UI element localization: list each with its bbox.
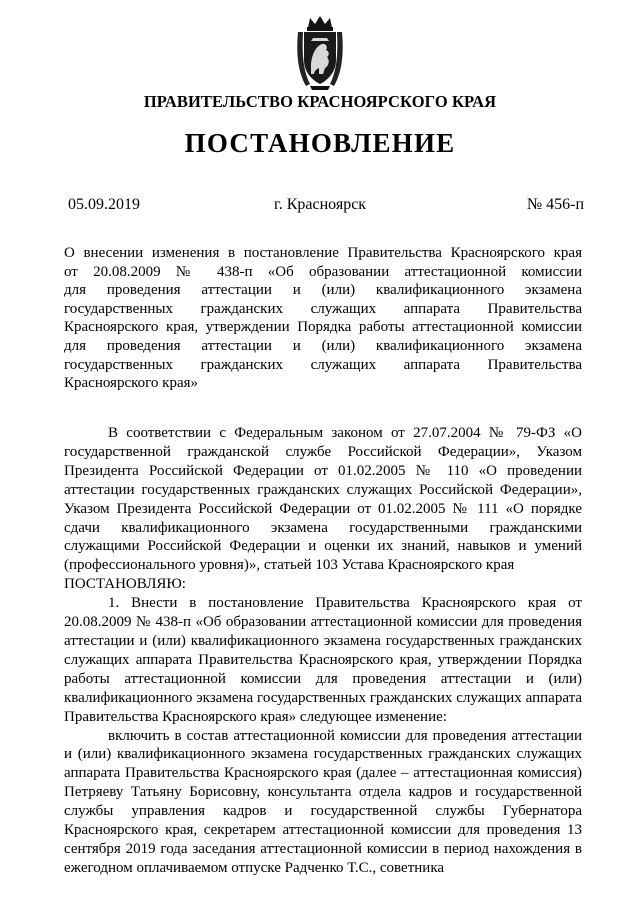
document-city: г. Красноярск xyxy=(273,196,367,213)
document-body xyxy=(64,424,582,878)
subject-line: от 20.08.2009 № 438-п «Об образовании аттестационной комиссии xyxy=(64,263,582,280)
document-subject xyxy=(64,244,582,393)
subject-line: О внесении изменения в постановление Правительства Красноярского края xyxy=(64,245,582,261)
document-type-title: ПОСТАНОВЛЕНИЕ xyxy=(184,128,456,158)
document-date: 05.09.2019 xyxy=(68,196,140,213)
subject-line: для проведения аттестации и (или) квалификационного экзамена xyxy=(64,337,582,354)
document-number: № 456-п xyxy=(526,196,584,213)
preamble-paragraph: В соответствии с Федеральным законом от 27.07.2004 № 79-ФЗ «О государственной гражданской службе Российской Федерации», Указом Президента Российской Федерации от 01.02.2005 № 110 «О проведении аттестации государственных гражданских служащих Российской Федерации», Указом Президента Российской Федерации от 01.02.2005 № 111 «О порядке сдачи квалификационного экзамена государственными гражданскими служащими Российской Федерации и оценки их знаний, навыков и умений (профессионального уровня)», статьей 103 Устава Красноярского края xyxy=(64,425,582,574)
subject-line: Красноярского края, утверждении Порядка работы аттестационной комиссии xyxy=(64,319,582,336)
organization-title: ПРАВИТЕЛЬСТВО КРАСНОЯРСКОГО КРАЯ xyxy=(143,92,497,111)
subject-line: государственных гражданских служащих аппарата Правительства xyxy=(64,300,582,317)
coat-of-arms-emblem xyxy=(292,14,348,90)
subject-line: для проведения аттестации и (или) квалификационного экзамена xyxy=(64,282,582,299)
decree-word: ПОСТАНОВЛЯЮ: xyxy=(64,576,186,593)
subject-line: Красноярского края» xyxy=(64,375,199,392)
item-1-paragraph: 1. Внести в постановление Правительства Красноярского края от 20.08.2009 № 438-п «Об образовании аттестационной комиссии для проведения аттестации и (или) квалификационного экзамена государственных гражданских служащих аппарата Правительства Красноярского края, утверждении Порядка работы аттестационной комиссии для проведения аттестации и (или) квалификационного экзамена государственных гражданских служащих аппарата Правительства Красноярского края» следующее изменение: xyxy=(64,595,582,725)
subject-line: государственных гражданских служащих аппарата Правительства xyxy=(64,356,582,373)
item-1-detail-paragraph: включить в состав аттестационной комиссии для проведения аттестации и (или) квалификационного экзамена государственных гражданских служащих аппарата Правительства Красноярского края (далее – аттестационная комиссия) Петряеву Татьяну Борисовну, консультанта отдела кадров и государственной службы управления кадров и государственной службы Губернатора Красноярского края, секретарем аттестационной комиссии для проведения 13 сентября 2019 года заседания аттестационной комиссии в период нахождения в ежегодном оплачиваемом отпуске Радченко Т.С., советника xyxy=(64,727,582,876)
